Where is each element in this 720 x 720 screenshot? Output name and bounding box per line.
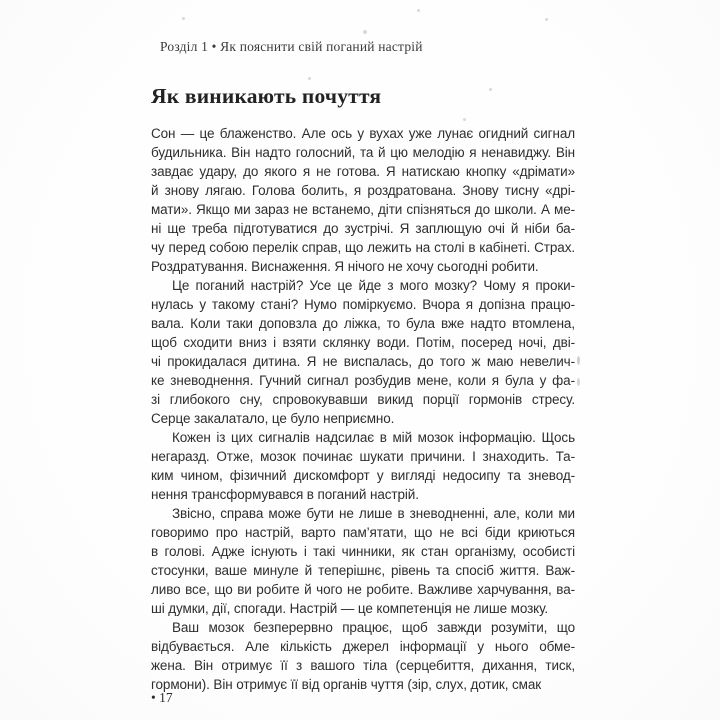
page-number: • 17 [151, 690, 173, 705]
text-line: ке зневоднення. Гучний сигнал розбудив мене, коли я була у фа- [151, 373, 575, 388]
body-text [151, 124, 575, 694]
text-line: жена. Він отримує її з вашого тіла (серцебиття, дихання, тиск, [151, 658, 575, 673]
text-line: нулась у такому стані? Нумо поміркуємо. Вчора я допізна працю- [151, 297, 575, 312]
text-line: Ваш мозок безперервно працює, щоб завжди розуміти, що [172, 620, 575, 635]
scan-speck [577, 356, 580, 365]
scan-speck [545, 18, 548, 21]
text-line: чі прокидалася дитина. Я не виспалась, до того ж маю невелич- [151, 354, 575, 369]
text-line: щоб сходити вниз і взяти склянку води. Потім, посеред ночі, дві- [151, 335, 575, 350]
text-line: Кожен із цих сигналів надсилає в мій мозок інформацію. Щось [172, 430, 575, 445]
scan-speck [577, 378, 580, 386]
text-line: будильника. Він надто голосний, та й цю мелодію я ненавиджу. Він [151, 145, 575, 160]
text-line: ші думки, дії, спогади. Настрій — це компетенція не лише мозку. [151, 601, 549, 616]
text-line: Сон — це блаженство. Але ось у вухах уже лунає огидний сигнал [151, 126, 575, 141]
text-line: нення трансформувався в поганий настрій. [151, 487, 419, 502]
scan-speck [463, 118, 466, 121]
text-line: ливо все, що ви робите й чого не робите. Важливе харчування, ва- [151, 582, 575, 597]
text-line: мати». Якщо ми зараз не встанемо, діти спізняться до школи. А ме- [151, 202, 575, 217]
text-line: чу перед собою перелік справ, що лежить на столі в кабінеті. Страх. [151, 240, 575, 255]
text-line: ні ще треба підготуватися до зустрічі. Я заплющую очі й ніби ба- [151, 221, 575, 236]
scan-speck [489, 88, 492, 91]
text-line: стосунки, ваше минуле й теперішнє, рівень та спосіб життя. Важ- [151, 563, 575, 578]
text-line: Серце закалатало, це було неприємно. [151, 411, 395, 426]
section-title: Як виникають почуття [151, 84, 382, 108]
text-line: відбувається. Але кількість джерел інформації у нього обме- [151, 639, 575, 654]
scan-speck [308, 77, 311, 80]
text-line: в голові. Адже існують і такі чинники, як стан організму, особисті [151, 544, 575, 559]
scan-speck [417, 9, 420, 12]
scan-speck [363, 30, 367, 34]
running-header: Розділ 1 • Як пояснити свій поганий настрій [160, 39, 423, 54]
text-line: завдає удару, до якого я не готова. Я натискаю кнопку «дрімати» [151, 164, 575, 179]
text-line: негаразд. Отже, мозок починає шукати причини. І знаходить. Та- [151, 449, 575, 464]
text-line: зі глибокого сну, спровокувавши викид порції гормонів стресу. [151, 392, 575, 407]
scan-speck [182, 17, 185, 20]
text-line: ким чином, фізичний дискомфорт у вигляді недосипу та зневод- [151, 468, 575, 483]
text-line: Роздратування. Виснаження. Я нічого не хочу сьогодні робити. [151, 259, 539, 274]
text-line: говоримо про настрій, варто пам’ятати, що не всі біди криються [151, 525, 575, 540]
text-line: Це поганий настрій? Усе це йде з мого мозку? Чому я проки- [172, 278, 575, 293]
text-line: гормони). Він отримує її від органів чуття (зір, слух, дотик, смак [151, 677, 542, 692]
text-line: й знову лягаю. Голова болить, я роздратована. Знову тисну «дрі- [151, 183, 575, 198]
text-line: Звісно, справа може бути не лише в зневодненні, але, коли ми [172, 506, 575, 521]
text-line: вала. Коли таки доповзла до ліжка, то була вже надто втомлена, [151, 316, 575, 331]
